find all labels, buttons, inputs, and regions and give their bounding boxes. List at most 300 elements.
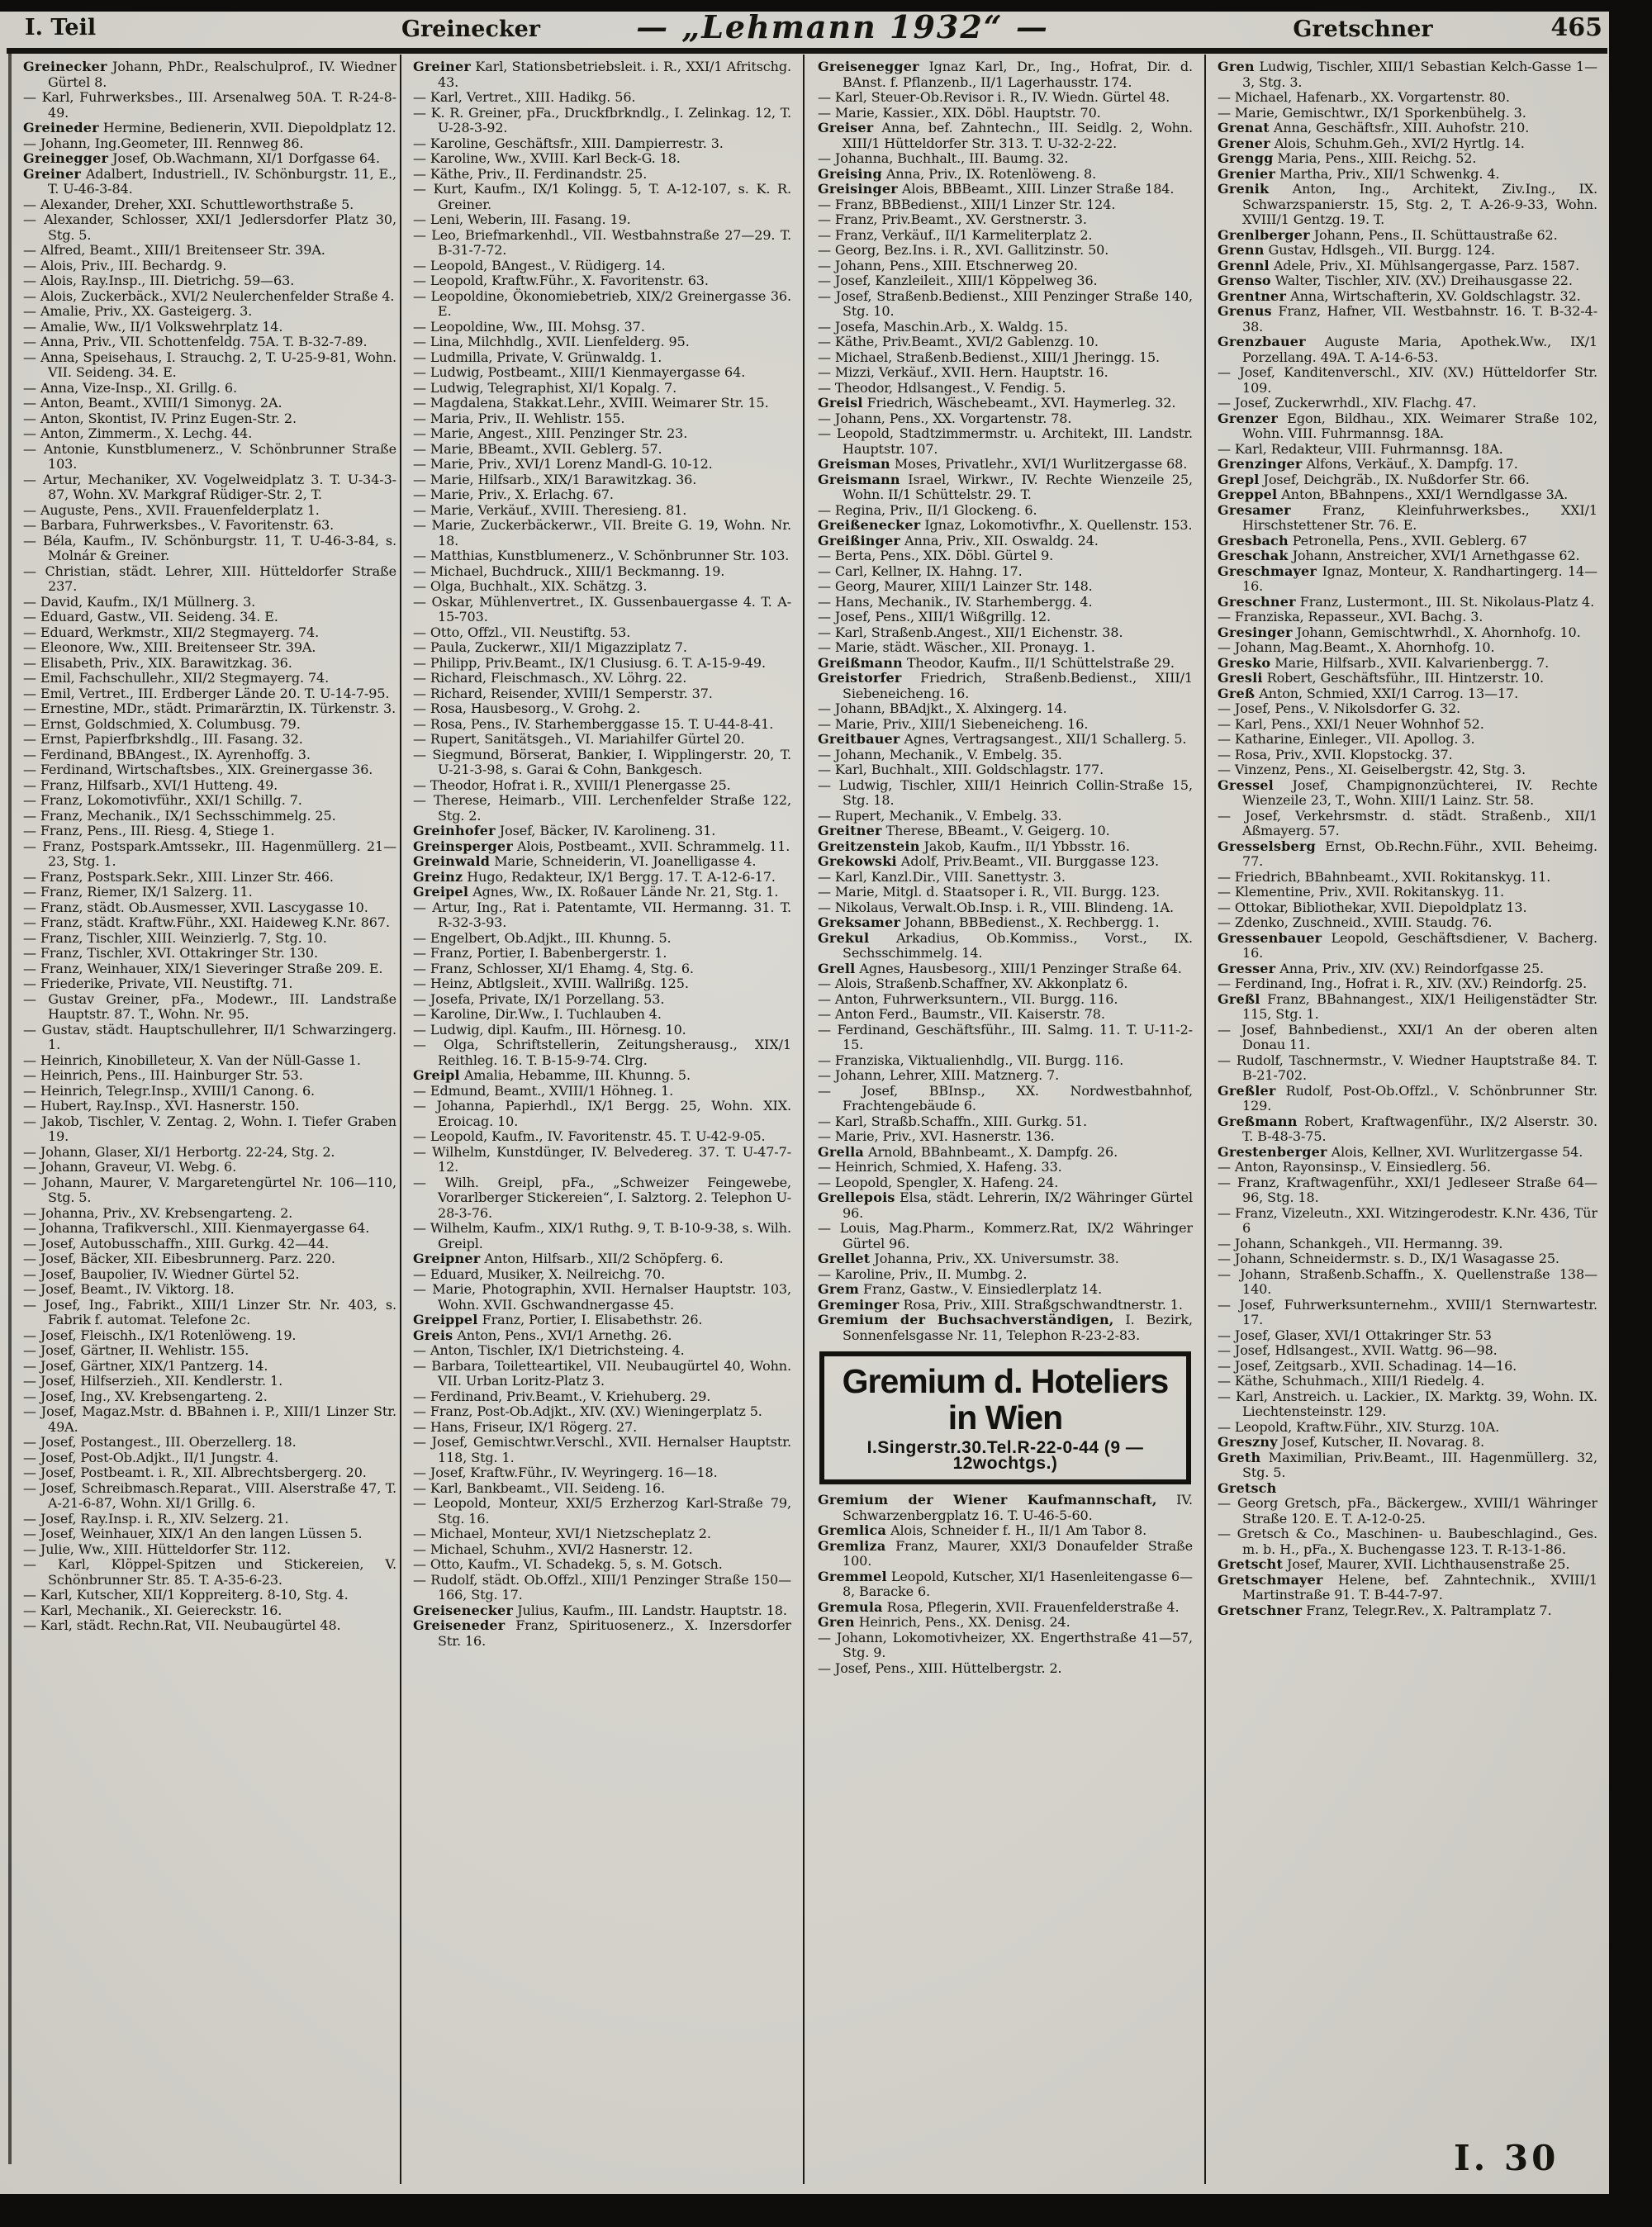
directory-entry: — Leopold, Kaufm., IV. Favoritenstr. 45. T. U-42-9-05. [413,1128,766,1144]
directory-entry: — Leopold, Spengler, X. Hafeng. 24. [818,1174,1059,1190]
column-rule-1 [400,55,401,2184]
directory-entry: — Johann, Mechanik., V. Embelg. 35. [818,746,1062,762]
directory-entry: Greis Anton, Pens., XVI/1 Arnethg. 26. [413,1327,672,1343]
directory-entry: — Kurt, Kaufm., IX/1 Kolingg. 5, T. A-12-107, s. K. R. Greiner. [413,181,791,212]
page-number: 465 [1550,13,1602,42]
directory-entry: Grenier Martha, Priv., XII/1 Schwenkg. 4. [1218,165,1500,182]
directory-entry: — Josef, Autobusschaffn., XIII. Gurkg. 42—44. [23,1235,330,1251]
directory-entry: — Hans, Mechanik., IV. Starhembergg. 4. [818,593,1093,610]
directory-entry: Grepl Josef, Deichgräb., IX. Nußdorfer Str. 66. [1218,471,1530,487]
directory-entry: — Marie, städt. Wäscher., XII. Pronayg. 1. [818,639,1095,655]
entry-surname: Gretschner [1218,1602,1303,1618]
directory-entry: — Barbara, Fuhrwerksbes., V. Favoritenstr. 63. [23,517,335,533]
directory-entry: — Marie, Priv., XVI/1 Lorenz Mandl-G. 10-12. [413,456,713,472]
directory-entry: — Marie, Verkäuf., XVIII. Theresieng. 81. [413,501,687,518]
entry-surname: Grekowski [818,853,897,869]
directory-entry: — Franz, Lokomotivführ., XXI/1 Schillg. 7. [23,792,302,808]
directory-entry: — Josef, Kanditenverschl., XIV. (XV.) Hütteldorfer Str. 109. [1218,364,1597,396]
directory-entry: — Heinrich, Kinobilleteur, X. Van der Nüll-Gasse 1. [23,1052,361,1068]
entry-surname: Greitner [818,823,882,838]
directory-entry: — Anton Ferd., Baumstr., VII. Kaiserstr. 78. [818,1006,1105,1022]
directory-entry: — Karoline, Dir.Ww., I. Tuchlauben 4. [413,1006,662,1022]
directory-entry: — Josef, Magaz.Mstr. d. BBahnen i. P., XIII/1 Linzer Str. 49A. [23,1403,396,1435]
entry-surname: Gremium der Wiener Kaufmannschaft, [818,1492,1157,1508]
directory-entry: — Ludwig, Telegraphist, XI/1 Kopalg. 7. [413,379,677,396]
entry-surname: Grener [1218,135,1270,151]
directory-entry: — Josef, Pens., V. Nikolsdorfer G. 32. [1218,700,1461,716]
directory-entry: — Josef, Postbeamt. i. R., XII. Albrechtsbergerg. 20. [23,1465,367,1480]
directory-entry: Grell Agnes, Hausbesorg., XIII/1 Penzinger Straße 64. [818,960,1182,976]
directory-entry: — Anna, Priv., VII. Schottenfeldg. 75A. T. B-32-7-89. [23,334,368,349]
directory-entry: Gremlica Alois, Schneider f. H., II/1 Am Tabor 8. [818,1522,1147,1538]
directory-entry: Grenso Walter, Tischler, XIV. (XV.) Dreihausgasse 22. [1218,273,1573,288]
directory-entry: Greiseneder Franz, Spirituosenerz., X. Inzersdorfer Str. 16. [413,1617,791,1649]
directory-entry: Greisl Friedrich, Wäschebeamt., XVI. Haymerleg. 32. [818,395,1176,411]
directory-entry: — Rosa, Pens., IV. Starhemberggasse 15. T. U-44-8-41. [413,715,774,732]
directory-entry: — Theodor, Hdlsangest., V. Fendig. 5. [818,379,1066,396]
directory-entry: — Josef, Ing., Fabrikt., XIII/1 Linzer Str. Nr. 403, s. Fabrik f. automat. Telefone 2c. [23,1296,396,1327]
directory-entry: — Johanna, Priv., XV. Krebsengarteng. 2. [23,1204,293,1221]
directory-entry: — Ludwig, Tischler, XIII/1 Heinrich Collin-Straße 15, Stg. 18. [818,776,1193,808]
directory-entry: — Wilh. Greipl, pFa., „Schweizer Feingewebe, Vorarlberger Stickereien“, I. Salztorg. 2. Telephon U-28-3-76. [413,1174,791,1221]
entry-surname: Greipl [413,1067,460,1083]
directory-entry: — Leopold, Stadtzimmermstr. u. Architekt, III. Landstr. Hauptstr. 107. [818,425,1193,457]
directory-entry: Greksamer Johann, BBBedienst., X. Rechbergg. 1. [818,914,1160,930]
directory-entry: Greißenecker Ignaz, Lokomotivfhr., X. Quellenstr. 153. [818,517,1193,533]
entry-surname: Gresamer [1218,501,1291,518]
directory-entry: — Karl, Steuer-Ob.Revisor i. R., IV. Wiedn. Gürtel 48. [818,89,1170,105]
running-head-left: Greinecker [401,17,541,42]
directory-entry: Greppel Anton, BBahnpens., XXI/1 Werndlgasse 3A. [1218,487,1569,502]
directory-entry: — Anna, Speisehaus, I. Strauchg. 2, T. U-25-9-81, Wohn. VII. Seideng. 34. E. [23,349,396,380]
directory-entry: — Franziska, Repasseur., XVI. Bachg. 3. [1218,609,1483,624]
entry-surname: Gren [818,1614,855,1630]
entry-surname: Gremmel [818,1568,887,1584]
directory-entry: Gresser Anna, Priv., XIV. (XV.) Reindorfgasse 25. [1218,960,1545,976]
directory-entry: — Olga, Buchhalt., XIX. Schätzg. 3. [413,578,648,594]
directory-entry: Grellet Johanna, Priv., XX. Universumstr. 38. [818,1251,1119,1266]
directory-entry: Greß Anton, Schmied, XXI/1 Carrog. 13—17. [1218,685,1519,701]
entry-surname: Greiseneder [413,1617,506,1633]
directory-entry: Greschmayer Ignaz, Monteur, X. Randhartingerg. 14—16. [1218,563,1597,594]
entry-surname: Grenlberger [1218,226,1310,243]
directory-entry: Grener Alois, Schuhm.Geh., XVI/2 Hyrtlg. 14. [1218,135,1525,151]
directory-column-3 [818,59,1193,2179]
entry-surname: Grentner [1218,287,1287,304]
entry-surname: Greipner [413,1251,481,1266]
directory-entry: — Franz, Hilfsarb., XVI/1 Hutteng. 49. [23,776,278,793]
directory-entry: — Maria, Priv., II. Wehlistr. 155. [413,410,625,426]
directory-entry: — Heinz, Abtlgsleit., XVIII. Wallrißg. 125. [413,976,689,991]
directory-entry: — Heinrich, Schmied, X. Hafeng. 33. [818,1159,1062,1175]
entry-surname: Greksamer [818,914,901,930]
entry-surname: Gresser [1218,960,1276,976]
directory-entry: — Therese, Heimarb., VIII. Lerchenfelder Straße 122, Stg. 2. [413,792,791,824]
directory-entry: — Johann, Graveur, VI. Webg. 6. [23,1159,237,1175]
directory-entry: — Ferdinand, Wirtschaftsbes., XIX. Greinergasse 36. [23,762,373,777]
directory-entry: — Franz, Verkäuf., II/1 Karmeliterplatz 2. [818,226,1093,243]
directory-entry: — Antonie, Kunstblumenerz., V. Schönbrunner Straße 103. [23,440,396,472]
directory-entry: — Josef, Beamt., IV. Viktorg. 18. [23,1281,235,1297]
directory-entry: Grellepois Elsa, städt. Lehrerin, IX/2 Währinger Gürtel 96. [818,1189,1193,1221]
directory-entry: — Matthias, Kunstblumenerz., V. Schönbrunner Str. 103. [413,548,790,563]
directory-entry: Greisenecker Julius, Kaufm., III. Landstr. Hauptstr. 18. [413,1602,787,1618]
directory-column-2 [413,59,791,2179]
directory-entry: — Marie, Photographin, XVII. Hernalser Hauptstr. 103, Wohn. XVII. Gschwandnergasse 45. [413,1281,791,1313]
directory-entry: — Marie, Gemischtwr., IX/1 Sporkenbühelg. 3. [1218,104,1526,121]
entry-surname: Gresselsberg [1218,838,1316,854]
directory-entry: — Franziska, Viktualienhdlg., VII. Burgg. 116. [818,1052,1124,1068]
entry-surname: Gresko [1218,654,1271,671]
directory-entry: Gresamer Franz, Kleinfuhrwerksbes., XXI/1 Hirschstettener Str. 76. E. [1218,501,1597,533]
directory-entry: Gremula Rosa, Pflegerin, XVII. Frauenfelderstraße 4. [818,1598,1180,1615]
directory-entry: — Wilhelm, Kunstdünger, IV. Belvedereg. 37. T. U-47-7-12. [413,1143,791,1175]
entry-surname: Grenzer [1218,410,1279,426]
directory-entry: Gremmel Leopold, Kutscher, XI/1 Hasenleitengasse 6—8, Baracke 6. [818,1568,1193,1599]
directory-entry: — Johann, Mag.Beamt., X. Ahornhofg. 10. [1218,639,1495,655]
directory-column-1 [23,59,396,2179]
directory-entry: — Franz, Post-Ob.Adjkt., XIV. (XV.) Wieningerplatz 5. [413,1403,762,1419]
page-edge-line [8,50,12,2164]
directory-entry: — Mizzi, Verkäuf., XVII. Hern. Hauptstr. 16. [818,364,1108,380]
directory-entry: Greschak Johann, Anstreicher, XVI/1 Arnethgasse 62. [1218,548,1580,563]
hoteliers-ad-title: Gremium d. Hoteliers in Wien [842,1362,1169,1436]
directory-entry: — Katharine, Einleger., VII. Apollog. 3. [1218,731,1475,747]
directory-entry: — Johann, Schneidermstr. s. D., IX/1 Wasagasse 25. [1218,1251,1559,1266]
directory-entry: — Eduard, Gastw., VII. Seideng. 34. E. [23,609,278,624]
directory-entry: — Franz, Schlosser, XI/1 Ehamg. 4, Stg. 6. [413,960,694,976]
directory-entry: — Josefa, Maschin.Arb., X. Waldg. 15. [818,318,1068,335]
directory-entry: Gren Heinrich, Pens., XX. Denisg. 24. [818,1614,1070,1630]
directory-entry: — Karl, Mechanik., XI. Geiereckstr. 16. [23,1602,282,1618]
directory-entry: — Michael, Buchdruck., XIII/1 Beckmanng. 19. [413,563,725,579]
directory-entry: Greiner Karl, Stationsbetriebsleit. i. R., XXI/1 Afritschg. 43. [413,59,791,90]
directory-entry: — Georg, Maurer, XIII/1 Lainzer Str. 148. [818,578,1093,594]
directory-entry: Greißinger Anna, Priv., XII. Oswaldg. 24. [818,532,1099,548]
directory-entry: — Artur, Mechaniker, XV. Vogelweidplatz 3. T. U-34-3-87, Wohn. XV. Markgraf Rüdiger-Str. 2, T. [23,471,396,502]
directory-entry: — Josef, Gemischtwr.Verschl., XVII. Hernalser Hauptstr. 118, Stg. 1. [413,1434,791,1465]
entry-surname: Greß [1218,685,1256,701]
directory-entry: Grem Franz, Gastw., V. Einsiedlerplatz 14. [818,1281,1103,1297]
directory-entry: — David, Kaufm., IX/1 Müllnerg. 3. [23,593,256,610]
directory-entry: Grenzinger Alfons, Verkäuf., X. Dampfg. 17. [1218,456,1518,472]
directory-entry: Greinegger Josef, Ob.Wachmann, XI/1 Dorfgasse 64. [23,150,380,166]
directory-entry: — Leopoldine, Ww., III. Mohsg. 37. [413,318,645,335]
entry-surname: Greisenegger [818,59,919,74]
directory-entry: — Vinzenz, Pens., XI. Geiselbergstr. 42, Stg. 3. [1218,762,1526,777]
directory-entry: — Edmund, Beamt., XVIII/1 Höhneg. 1. [413,1082,674,1099]
directory-entry: — Josef, Fuhrwerksunternehm., XVIII/1 Sternwartestr. 17. [1218,1296,1597,1327]
entry-surname: Greinz [413,868,463,885]
directory-entry: — Leopold, BAngest., V. Rüdigerg. 14. [413,257,666,273]
directory-entry: Greitbauer Agnes, Vertragsangest., XII/1 Schallerg. 5. [818,731,1187,747]
column-rule-2 [803,55,805,2184]
directory-entry: — Anton, Tischler, IX/1 Dietrichsteing. 4. [413,1342,685,1358]
directory-entry: — Eleonore, Ww., XIII. Breitenseer Str. 39A. [23,639,316,655]
directory-entry: Grenat Anna, Geschäftsfr., XIII. Auhofstr. 210. [1218,120,1530,135]
entry-surname: Greitbauer [818,731,900,747]
directory-entry: Gresko Marie, Hilfsarb., XVII. Kalvarienbergg. 7. [1218,654,1550,671]
entry-surname: Greiner [413,59,471,74]
directory-entry: — Josef, Postangest., III. Oberzellerg. 18. [23,1434,297,1450]
directory-entry: — Leo, Briefmarkenhdl., VII. Westbahnstraße 27—29. T. B-31-7-72. [413,226,791,258]
directory-entry: Greinsperger Alois, Postbeamt., XVII. Schrammelg. 11. [413,838,790,854]
entry-surname: Gremula [818,1598,883,1615]
directory-entry: — Eduard, Werkmstr., XII/2 Stegmayerg. 74. [23,624,320,640]
directory-entry: Greszny Josef, Kutscher, II. Novarag. 8. [1218,1434,1484,1450]
directory-entry: — Richard, Fleischmasch., XV. Löhrg. 22. [413,670,687,686]
directory-entry: — Käthe, Priv.Beamt., XVI/2 Gablenzg. 10. [818,334,1099,349]
directory-entry: — Anton, Zimmerm., X. Lechg. 44. [23,425,253,441]
directory-entry: — Marie, Priv., XIII/1 Siebeneicheng. 16. [818,715,1089,732]
directory-entry: — Leni, Weberin, III. Fasang. 19. [413,211,631,227]
directory-entry: — Rupert, Mechanik., V. Embelg. 33. [818,807,1062,824]
directory-entry: — Rosa, Priv., XVII. Klopstockg. 37. [1218,746,1453,762]
entry-surname: Grepl [1218,471,1260,487]
directory-entry: Gremliza Franz, Maurer, XXI/3 Donaufelder Straße 100. [818,1537,1193,1569]
entry-surname: Greschmayer [1218,563,1317,579]
directory-entry: — Marie, Zuckerbäckerwr., VII. Breite G. 19, Wohn. Nr. 18. [413,517,791,548]
directory-entry: Grekul Arkadius, Ob.Kommiss., Vorst., IX. Sechsschimmelg. 14. [818,929,1193,961]
directory-entry: Greinwald Marie, Schneiderin, VI. Joanelligasse 4. [413,853,757,869]
directory-entry: — Anton, Skontist, IV. Prinz Eugen-Str. 2. [23,410,297,426]
entry-surname: Grellet [818,1251,871,1266]
directory-entry: — Leopold, Monteur, XXI/5 Erzherzog Karl-Straße 79, Stg. 16. [413,1495,791,1527]
directory-entry: — Johann, Schankgeh., VII. Hermanng. 39. [1218,1235,1503,1251]
directory-entry: — Ferdinand, Priv.Beamt., V. Kriehuberg. 29. [413,1388,711,1404]
directory-entry: — Amalie, Ww., II/1 Volkswehrplatz 14. [23,318,283,335]
directory-entry: — Auguste, Pens., XVII. Frauenfelderplatz 1. [23,501,320,518]
entry-surname: Grellepois [818,1189,895,1205]
entry-surname: Greis [413,1327,453,1343]
scan-border-right [1609,0,1652,2227]
directory-entry: — Julie, Ww., XIII. Hütteldorfer Str. 112. [23,1541,291,1557]
directory-entry: — Franz, BBBedienst., XIII/1 Linzer Str. 124. [818,196,1116,212]
entry-surname: Greisman [818,456,890,472]
directory-entry: Gressel Josef, Champignonzüchterei, IV. Rechte Wienzeile 23, T., Wohn. XIII/1 Lainz. Str. 58. [1218,776,1597,808]
directory-entry: — Franz, Weinhauer, XIX/1 Sieveringer Straße 209. E. [23,960,383,976]
directory-entry: — Johann, Lehrer, XIII. Matznerg. 7. [818,1067,1060,1083]
entry-surname: Gren [1218,59,1255,74]
directory-entry: Gren Ludwig, Tischler, XIII/1 Sebastian Kelch-Gasse 1—3, Stg. 3. [1218,59,1597,90]
entry-surname: Greistorfer [818,670,902,686]
directory-entry: Greth Maximilian, Priv.Beamt., III. Hagenmüllerg. 32, Stg. 5. [1218,1449,1597,1480]
directory-entry: — Franz, Pens., III. Riesg. 4, Stiege 1. [23,823,275,838]
directory-entry: — Ferdinand, BBAngest., IX. Ayrenhoffg. 3. [23,746,311,762]
entry-surname: Greinegger [23,150,109,166]
running-head-right: Gretschner [1293,17,1433,42]
directory-entry: — Johanna, Papierhdl., IX/1 Bergg. 25, Wohn. XIX. Eroicag. 10. [413,1098,791,1129]
directory-entry: — Marie, Priv., X. Erlachg. 67. [413,487,614,502]
entry-surname: Greißenecker [818,517,921,533]
directory-entry: — Carl, Kellner, IX. Hahng. 17. [818,563,1023,579]
directory-entry: — Johann, Glaser, XI/1 Herbortg. 22-24, Stg. 2. [23,1143,335,1160]
directory-entry: — Gustav Greiner, pFa., Modewr., III. Landstraße Hauptstr. 87. T., Wohn. Nr. 95. [23,990,396,1022]
directory-entry: — Alexander, Dreher, XXI. Schuttleworthstraße 5. [23,196,354,212]
directory-entry: — Leopold, Kraftw.Führ., XIV. Sturzg. 10A. [1218,1418,1500,1435]
directory-entry: — Anton, Rayonsinsp., V. Einsiedlerg. 56. [1218,1159,1491,1175]
directory-entry: — Josef, Kanzleileit., XIII/1 Köppelweg 36. [818,273,1098,288]
directory-entry: — Klementine, Priv., XVII. Rokitanskyg. 11. [1218,884,1505,900]
directory-entry: — Ludwig, Postbeamt., XIII/1 Kienmayergasse 64. [413,364,746,380]
entry-surname: Grenzbauer [1218,334,1306,349]
directory-entry: — Elisabeth, Priv., XIX. Barawitzkag. 36. [23,654,292,671]
directory-entry: — Johann, BBAdjkt., X. Alxingerg. 14. [818,700,1067,716]
directory-entry: — Karoline, Ww., XVIII. Karl Beck-G. 18. [413,150,681,166]
directory-entry: — Franz, Portier, I. Babenbergerstr. 1. [413,945,667,961]
entry-surname: Greiner [23,165,81,182]
entry-surname: Grell [818,960,856,976]
directory-column-4 [1218,59,1597,2179]
directory-entry: — Karl, städt. Rechn.Rat, VII. Neubaugürtel 48. [23,1617,341,1633]
sheet-mark: I. 30 [1454,2138,1559,2178]
entry-surname: Greinwald [413,853,491,869]
directory-entry: — Hubert, Ray.Insp., XVI. Hasnerstr. 150. [23,1098,300,1114]
directory-entry: Grentner Anna, Wirtschafterin, XV. Goldschlagstr. 32. [1218,287,1581,304]
directory-entry: Greippel Franz, Portier, I. Elisabethstr. 26. [413,1312,703,1327]
directory-entry: — Josefa, Private, IX/1 Porzellang. 53. [413,990,665,1007]
entry-surname: Greinecker [23,59,107,74]
directory-entry: Greinhofer Josef, Bäcker, IV. Karolineng. 31. [413,823,716,838]
directory-entry: Gretschmayer Helene, bef. Zahntechnik., XVIII/1 Martinstraße 91. T. B-44-7-97. [1218,1571,1597,1603]
directory-entry: — Josef, Schreibmasch.Reparat., VIII. Alserstraße 47, T. A-21-6-87, Wohn. XI/1 Grillg. 6. [23,1479,396,1511]
entry-surname: Greth [1218,1449,1261,1465]
directory-entry: — Hans, Friseur, IX/1 Rögerg. 27. [413,1418,638,1435]
directory-entry: Gressenbauer Leopold, Geschäftsdiener, V. Bacherg. 16. [1218,929,1597,961]
directory-entry: — Marie, Angest., XIII. Penzinger Str. 23. [413,425,688,441]
directory-entry: — Karl, Kanzl.Dir., VIII. Sanettystr. 3. [818,868,1066,885]
directory-entry: — Josef, Glaser, XVI/1 Ottakringer Str. 53 [1218,1327,1492,1343]
directory-entry: — Johann, Straßenb.Schaffn., X. Quellenstraße 138—140. [1218,1265,1597,1297]
entry-surname: Greßl [1218,990,1260,1007]
directory-entry: Greipner Anton, Hilfsarb., XII/2 Schöpferg. 6. [413,1251,724,1266]
entry-surname: Greineder [23,120,99,135]
directory-entry: — Karl, Buchhalt., XIII. Goldschlagstr. 177. [818,762,1104,777]
directory-entry: — K. R. Greiner, pFa., Druckfbrkndlg., I. Zelinkag. 12, T. U-28-3-92. [413,104,791,135]
directory-entry: — Leopoldine, Ökonomiebetrieb, XIX/2 Greinergasse 36. E. [413,287,791,319]
directory-entry: Greipel Agnes, Ww., IX. Roßauer Lände Nr. 21, Stg. 1. [413,884,779,900]
entry-surname: Greisl [818,395,863,411]
directory-entry: — Lina, Milchhdlg., XVII. Lienfelderg. 95. [413,334,690,349]
directory-entry: Gremium der Buchsachverständigen, I. Bezirk, Sonnenfelsgasse Nr. 11, Telephon R-23-2-83. [818,1312,1193,1343]
directory-entry: — Alois, Ray.Insp., III. Dietrichg. 59—63. [23,273,295,288]
directory-entry: — Franz, Postspark.Amtssekr., III. Hagenmüllerg. 21—23, Stg. 1. [23,838,396,869]
header-rule [7,48,1607,54]
directory-entry: — Franz, Tischler, XVI. Ottakringer Str. 130. [23,945,318,961]
directory-entry: Grenik Anton, Ing., Architekt, Ziv.Ing., IX. Schwarzspanierstr. 15, Stg. 2, T. A-26-9-33, Wohn. XVIII/1 Gentzg. 19. T. [1218,181,1597,227]
directory-entry: Greisenegger Ignaz Karl, Dr., Ing., Hofrat, Dir. d. BAnst. f. Pflanzenb., II/1 Lagerhausstr. 174. [818,59,1193,90]
directory-entry: — Zdenko, Zuschneid., XVIII. Staudg. 76. [1218,914,1493,930]
directory-entry: Greitzenstein Jakob, Kaufm., II/1 Ybbsstr. 16. [818,838,1130,854]
directory-entry: Greinz Hugo, Redakteur, IX/1 Bergg. 17. T. A-12-6-17. [413,868,776,885]
directory-entry: — Anton, Fuhrwerksuntern., VII. Burgg. 116. [818,990,1118,1007]
directory-entry: — Josef, Bahnbedienst., XXI/1 An der oberen alten Donau 11. [1218,1021,1597,1052]
directory-entry: Gretscht Josef, Maurer, XVII. Lichthausenstraße 25. [1218,1556,1570,1572]
directory-entry: — Heinrich, Telegr.Insp., XVIII/1 Canong. 6. [23,1082,316,1099]
directory-entry: — Gretsch & Co., Maschinen- u. Baubeschlagind., Ges. m. b. H., pFa., X. Buchengasse 123. T. R-13-1-86. [1218,1526,1597,1557]
directory-entry: — Karl, Pens., XXI/1 Neuer Wohnhof 52. [1218,715,1484,732]
directory-entry: — Heinrich, Pens., III. Hainburger Str. 53. [23,1067,303,1083]
directory-entry: — Ludmilla, Private, V. Grünwaldg. 1. [413,349,662,365]
directory-entry: — Oskar, Mühlenvertret., IX. Gussenbauergasse 4. T. A-15-703. [413,593,791,624]
directory-entry: Grenn Gustav, Hdlsgeh., VII. Burgg. 124. [1218,242,1495,258]
directory-entry: — Josef, Fleischh., IX/1 Rotenlöweng. 19. [23,1327,297,1343]
directory-entry: — Johann, Ing.Geometer, III. Rennweg 86. [23,135,304,151]
directory-entry: — Jakob, Tischler, V. Zentag. 2, Wohn. I. Tiefer Graben 19. [23,1113,396,1144]
entry-surname: Grenus [1218,303,1272,319]
directory-entry: — Alois, Straßenb.Schaffner, XV. Akkonplatz 6. [818,976,1128,991]
directory-entry: — Marie, Kassier., XIX. Döbl. Hauptstr. 70. [818,104,1101,121]
directory-entry: — Philipp, Priv.Beamt., IX/1 Clusiusg. 6. T. A-15-9-49. [413,654,766,671]
directory-entry: — Alois, Zuckerbäck., XVI/2 Neulerchenfelder Straße 4. [23,287,395,304]
directory-entry: — Anton, Beamt., XVIII/1 Simonyg. 2A. [23,395,282,411]
entry-surname: Grenat [1218,120,1270,135]
directory-entry: — Karoline, Geschäftsfr., XIII. Dampierrestr. 3. [413,135,724,151]
directory-entry: — Karl, Fuhrwerksbes., III. Arsenalweg 50A. T. R-24-8-49. [23,89,396,121]
directory-entry: Greminger Rosa, Priv., XIII. Straßgschwandtnerstr. 1. [818,1296,1183,1313]
directory-entry: — Franz, städt. Ob.Ausmesser, XVII. Lascygasse 10. [23,899,368,915]
entry-surname: Gressel [1218,776,1274,793]
directory-entry: — Karl, Vertret., XIII. Hadikg. 56. [413,89,636,105]
directory-entry: — Georg, Bez.Ins. i. R., XVI. Gallitzinstr. 50. [818,242,1109,258]
directory-entry: — Josef, Zuckerwrhdl., XIV. Flachg. 47. [1218,395,1477,411]
entry-surname: Grennl [1218,257,1270,273]
directory-entry: — Josef, Verkehrsmstr. d. städt. Straßenb., XII/1 Aßmayerg. 57. [1218,807,1597,838]
directory-entry: — Karl, Straßenb.Angest., XII/1 Eichenstr. 38. [818,624,1123,640]
directory-entry: — Josef, Gärtner, XIX/1 Pantzerg. 14. [23,1357,268,1374]
entry-surname: Greschner [1218,593,1296,610]
directory-entry: Greßl Franz, BBahnangest., XIX/1 Heiligenstädter Str. 115, Stg. 1. [1218,990,1597,1022]
directory-entry: — Barbara, Toiletteartikel, VII. Neubaugürtel 40, Wohn. VII. Urban Loritz-Platz 3. [413,1357,791,1389]
directory-entry: Grenus Franz, Hafner, VII. Westbahnstr. 16. T. B-32-4-38. [1218,303,1597,335]
directory-entry: Greistorfer Friedrich, Straßenb.Bedienst., XIII/1 Siebeneicheng. 16. [818,670,1193,701]
directory-entry: — Engelbert, Ob.Adjkt., III. Khunng. 5. [413,929,672,946]
directory-entry: Greineder Hermine, Bedienerin, XVII. Diepoldplatz 12. [23,120,396,135]
directory-entry: — Ferdinand, Geschäftsführ., III. Salmg. 11. T. U-11-2-15. [818,1021,1193,1052]
directory-entry: — Ferdinand, Ing., Hofrat i. R., XIV. (XV.) Reindorfg. 25. [1218,976,1588,991]
directory-entry: — Karl, Anstreich. u. Lackier., IX. Marktg. 39, Wohn. IX. Liechtensteinstr. 129. [1218,1388,1597,1419]
directory-entry: — Rudolf, städt. Ob.Offzl., XIII/1 Penzinger Straße 150—166, Stg. 17. [413,1571,791,1603]
entry-surname: Grenzinger [1218,456,1303,472]
directory-entry: Greising Anna, Priv., IX. Rotenlöweng. 8. [818,165,1097,182]
directory-entry: — Nikolaus, Verwalt.Ob.Insp. i. R., VIII. Blindeng. 1A. [818,899,1174,915]
directory-entry: — Karoline, Priv., II. Mumbg. 2. [818,1265,1028,1282]
hoteliers-ad-address: I.Singerstr.30.Tel.R-22-0-44 (9 — 12wochtgs.) [866,1438,1144,1473]
directory-entry: — Emil, Vertret., III. Erdberger Lände 20. T. U-14-7-95. [23,685,390,701]
directory-entry: Gremium der Wiener Kaufmannschaft, IV. Schwarzenbergplatz 16. T. U-46-5-60. [818,1492,1193,1523]
directory-entry: — Josef, Zeitgsarb., XVII. Schadinag. 14—16. [1218,1357,1517,1374]
directory-entry: — Josef, Ray.Insp. i. R., XIV. Selzerg. 21. [23,1510,289,1527]
directory-entry: — Franz, Priv.Beamt., XV. Gerstnerstr. 3. [818,211,1087,227]
directory-entry: — Rupert, Sanitätsgeh., VI. Mariahilfer Gürtel 20. [413,731,745,747]
entry-surname: Gremium der Buchsachverständigen, [818,1312,1114,1327]
directory-entry: Greisinger Alois, BBBeamt., XIII. Linzer Straße 184. [818,181,1175,197]
directory-entry: — Käthe, Priv., II. Ferdinandstr. 25. [413,165,648,182]
directory-entry: Greinecker Johann, PhDr., Realschulprof., IV. Wiedner Gürtel 8. [23,59,396,90]
directory-entry: — Alois, Priv., III. Bechardg. 9. [23,257,227,273]
directory-entry: Grennl Adele, Priv., XI. Mühlsangergasse, Parz. 1587. [1218,257,1580,273]
entry-surname: Grestenberger [1218,1143,1327,1160]
directory-entry: — Karl, Bankbeamt., VII. Seideng. 16. [413,1479,666,1496]
directory-entry: — Marie, Priv., XVI. Hasnerstr. 136. [818,1128,1055,1144]
directory-entry: — Franz, Postspark.Sekr., XIII. Linzer Str. 466. [23,868,334,885]
entry-surname: Grella [818,1143,864,1160]
directory-entry: Greismann Israel, Wirkwr., IV. Rechte Wienzeile 25, Wohn. II/1 Schüttelstr. 29. T. [818,471,1193,502]
directory-entry: — Michael, Hafenarb., XX. Vorgartenstr. 80. [1218,89,1510,105]
entry-surname: Greismann [818,471,900,487]
directory-entry: — Artur, Ing., Rat i. Patentamte, VII. Hermanng. 31. T. R-32-3-93. [413,899,791,930]
directory-entry: — Marie, Hilfsarb., XIX/1 Barawitzkag. 36. [413,471,697,487]
